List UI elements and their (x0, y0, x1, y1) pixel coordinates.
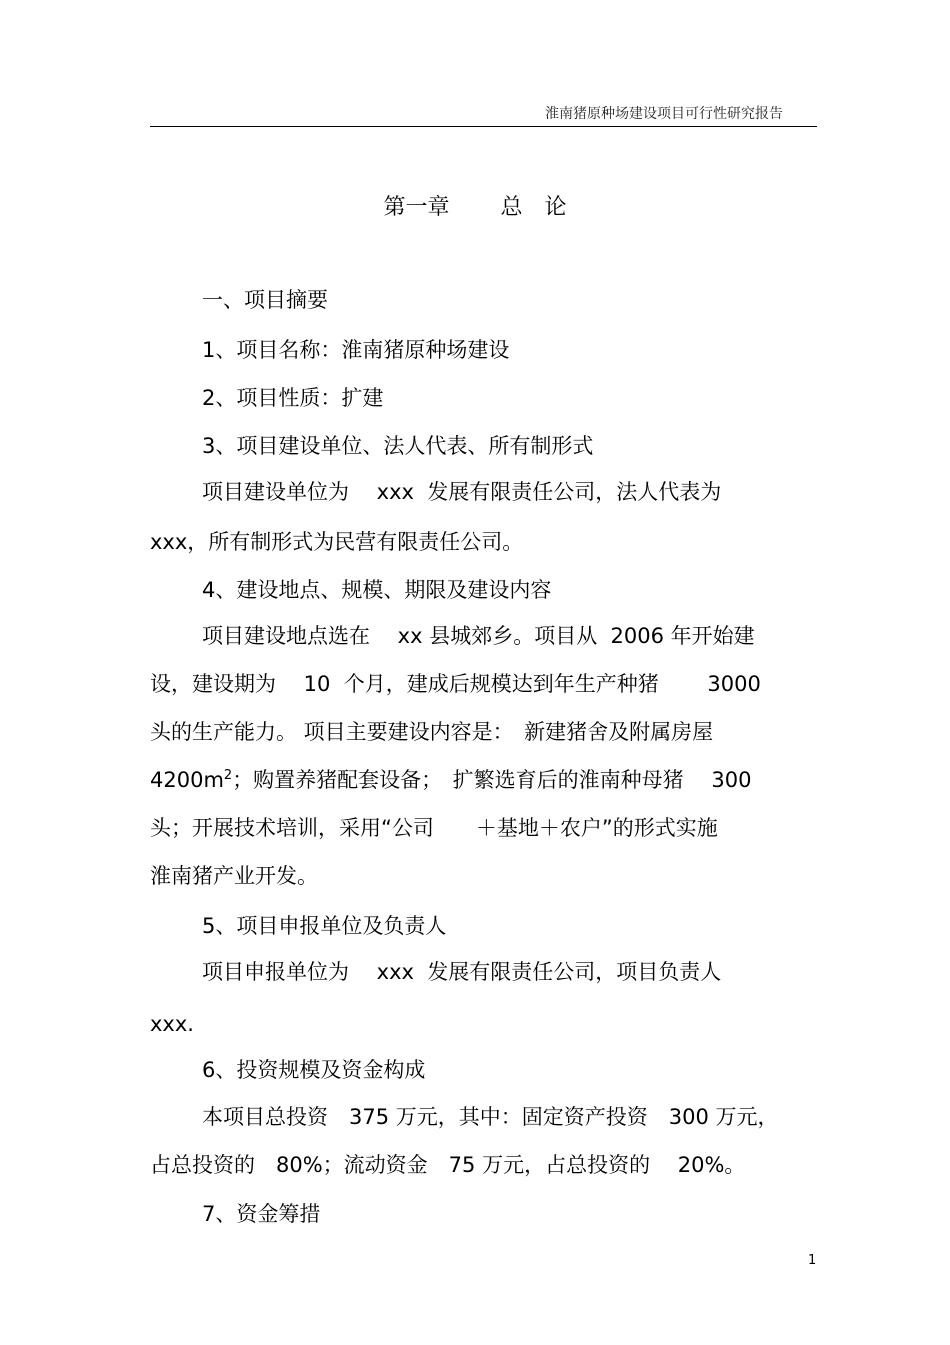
paragraph-line: 淮南猪产业开发。 (150, 864, 318, 888)
paragraph-line: 本项目总投资 375 万元，其中：固定资产投资 300 万元， (202, 1105, 779, 1129)
paragraph-line (150, 770, 751, 791)
chapter-heading (0, 190, 950, 221)
paragraph-line: 项目建设单位为 xxx 发展有限责任公司，法人代表为 (202, 480, 722, 504)
paragraph-line: 占总投资的 80%；流动资金 75 万元，占总投资的 20%。 (150, 1153, 746, 1177)
paragraph-line: 头的生产能力。 项目主要建设内容是： 新建猪舍及附属房屋 (150, 720, 714, 744)
paragraph-line: 项目建设地点选在 xx 县城郊乡。项目从 2006 年开始建 (202, 624, 755, 648)
item-6: 6、投资规模及资金构成 (202, 1058, 426, 1082)
paragraph-line: 头；开展技术培训，采用“公司 ＋基地＋农户”的形式实施 (150, 816, 718, 840)
section-heading: 一、项目摘要 (202, 288, 328, 312)
superscript: 2 (223, 768, 233, 783)
paragraph-line: xxx. (150, 1012, 194, 1036)
item-7: 7、资金筹措 (202, 1202, 321, 1226)
paragraph-line: 项目申报单位为 xxx 发展有限责任公司，项目负责人 (202, 960, 722, 984)
item-4: 4、建设地点、规模、期限及建设内容 (202, 578, 552, 602)
area-value: 4200m (150, 768, 224, 792)
item-5: 5、项目申报单位及负责人 (202, 914, 447, 938)
paragraph-text: ；购置养猪配套设备； 扩繁选育后的淮南种母猪 300 (232, 768, 752, 792)
paragraph-line: xxx，所有制形式为民营有限责任公司。 (150, 530, 524, 554)
page-number: 1 (808, 1253, 817, 1268)
chapter-title: 总 论 (500, 195, 567, 220)
item-3: 3、项目建设单位、法人代表、所有制形式 (202, 434, 594, 458)
header-title: 淮南猪原种场建设项目可行性研究报告 (545, 106, 783, 122)
item-1: 1、项目名称：淮南猪原种场建设 (202, 338, 510, 362)
page-header (150, 100, 817, 127)
chapter-number: 第一章 (383, 195, 450, 220)
item-2: 2、项目性质：扩建 (202, 386, 384, 410)
paragraph-line: 设，建设期为 10 个月，建成后规模达到年生产种猪 3000 (150, 672, 761, 696)
